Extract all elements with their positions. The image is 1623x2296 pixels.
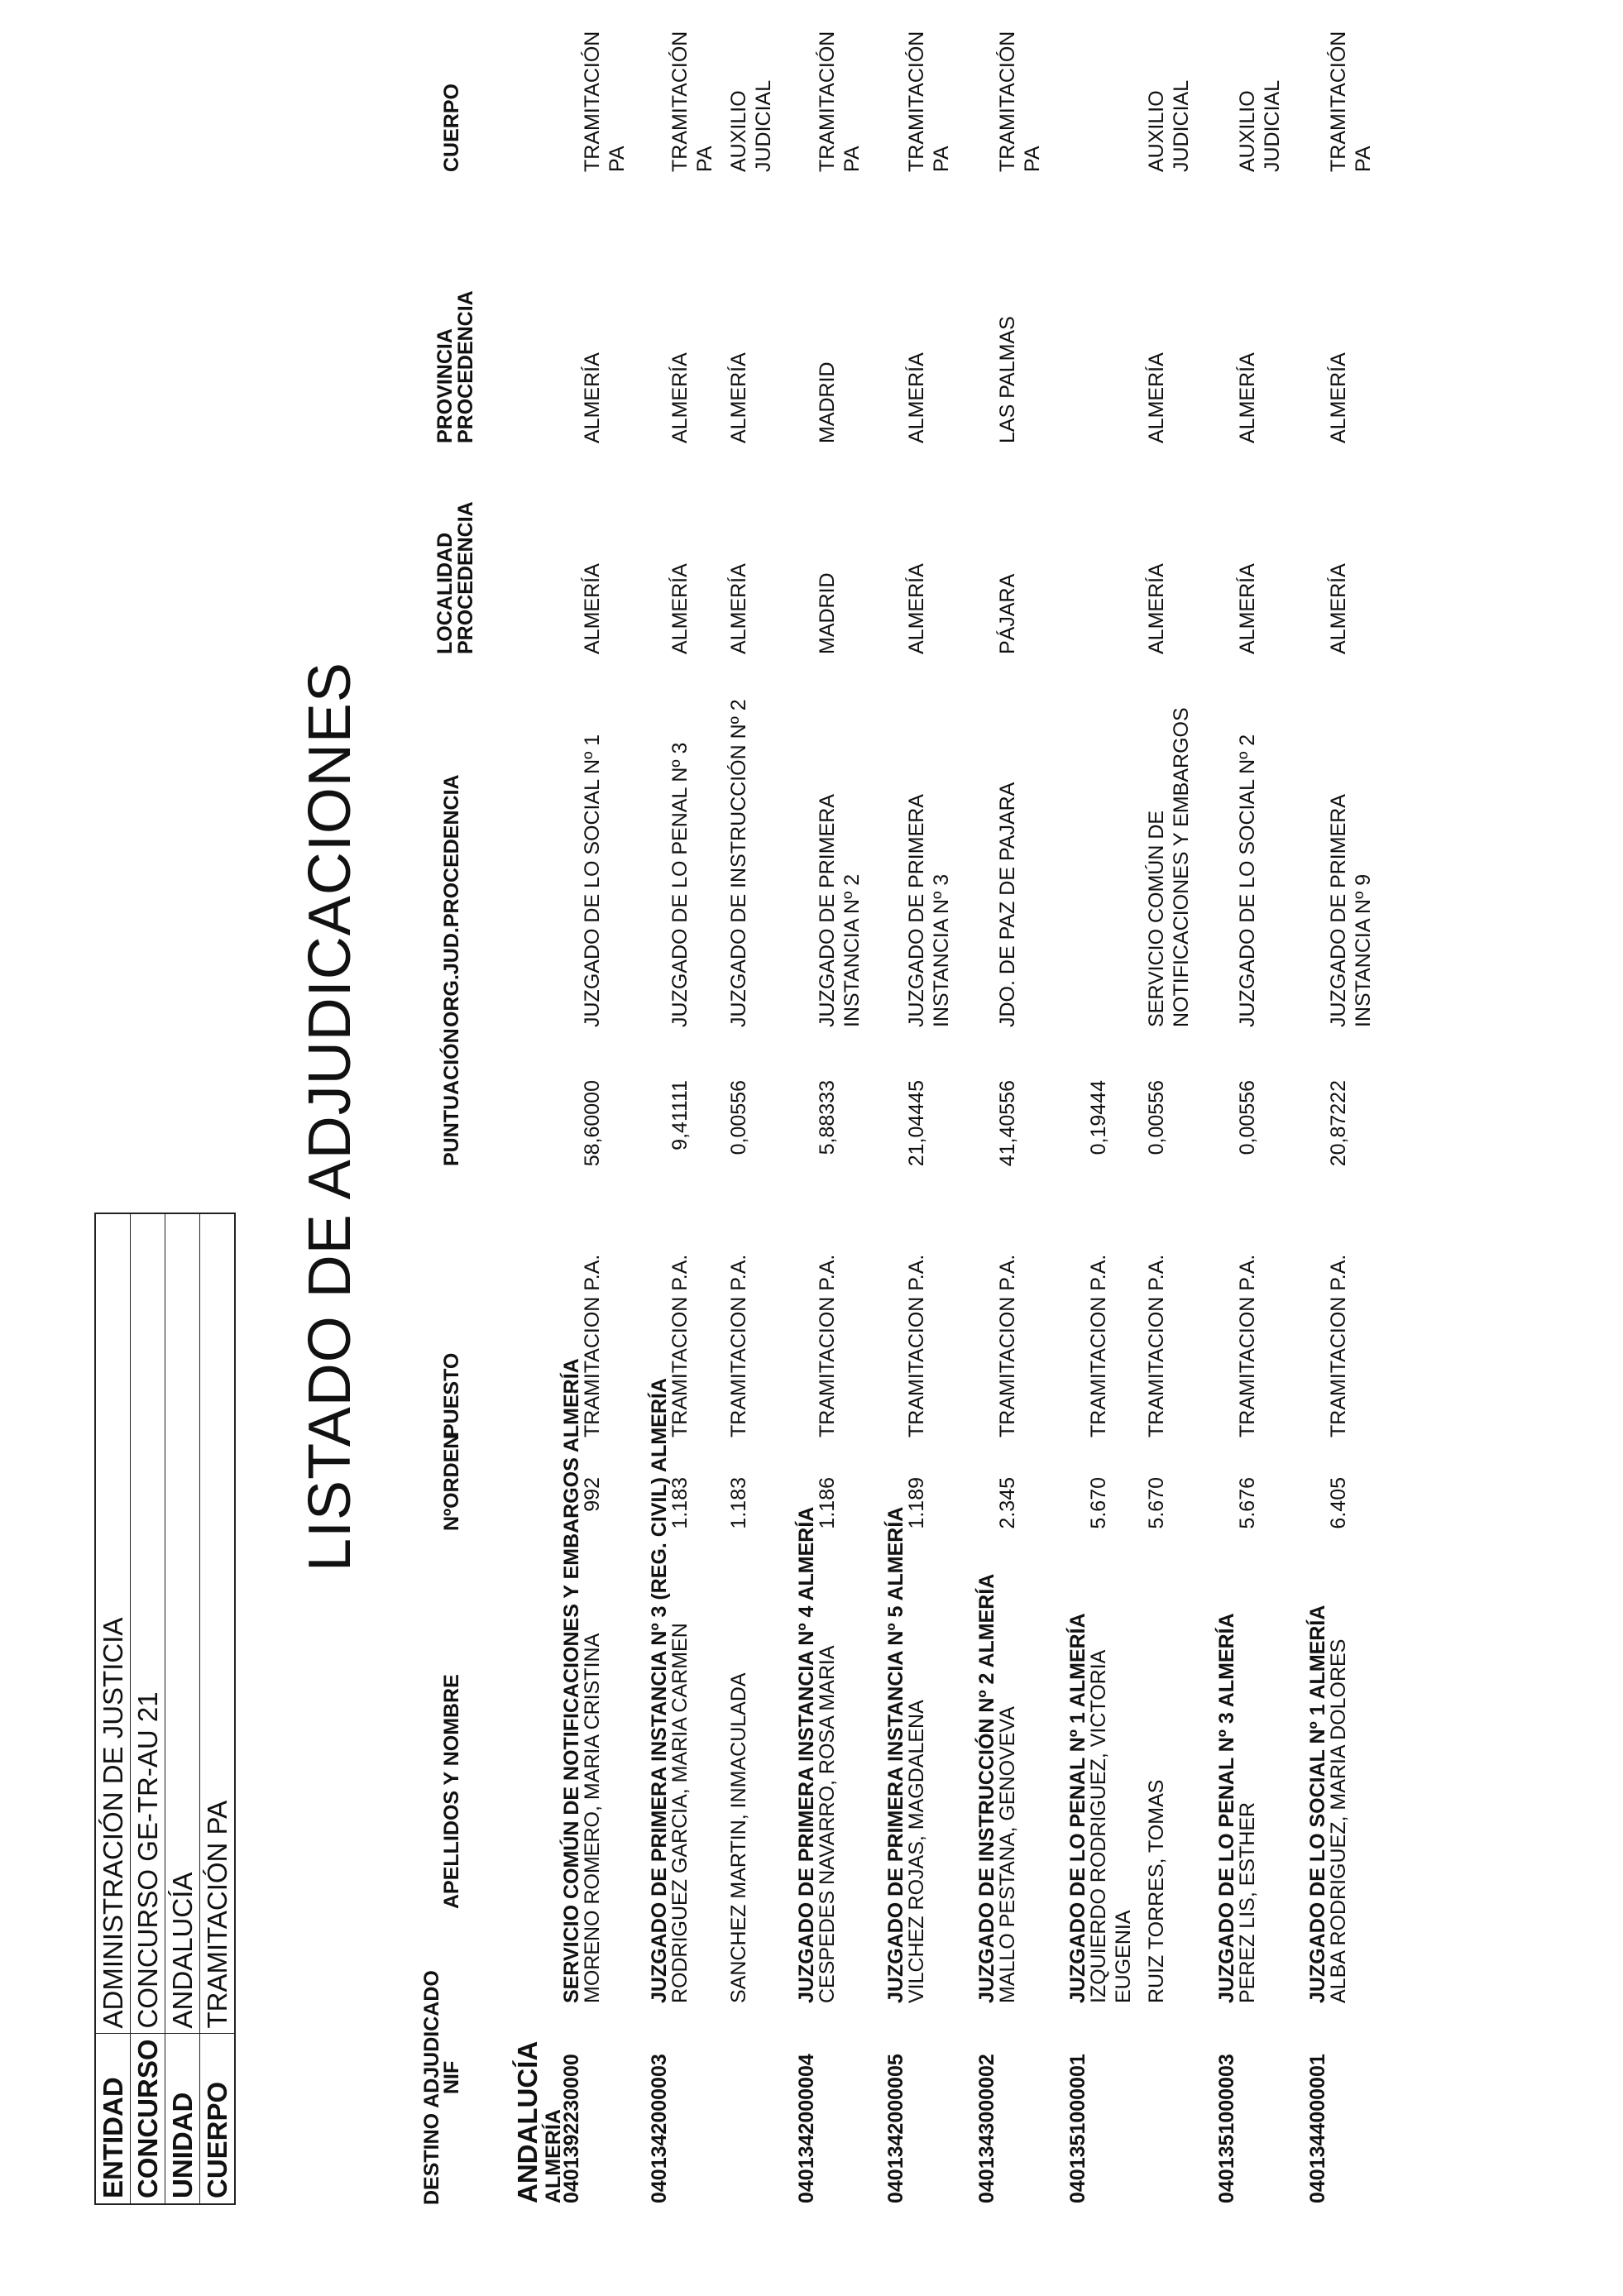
row-destino: JUZGADO DE PRIMERA INSTANCIA Nº 5 ALMERÍA bbox=[884, 1506, 907, 2003]
info-key: CUERPO bbox=[200, 2034, 236, 2204]
row-org: JUZGADO DE LO SOCIAL Nº 1 bbox=[581, 734, 604, 1027]
row-cuerpo: TRAMITACIÓN PA bbox=[1327, 31, 1375, 172]
header-puntuacion: PUNTUACIÓN bbox=[440, 1028, 463, 1166]
row-nombre: RUIZ TORRES, TOMAS bbox=[1145, 1779, 1168, 2003]
row-orden: 1.186 bbox=[816, 1477, 839, 1529]
province-heading: ALMERÍA bbox=[542, 2109, 565, 2203]
row-puntuacion: 20,87222 bbox=[1327, 1080, 1350, 1167]
header-org: ORG.JUD.PROCEDENCIA bbox=[440, 774, 463, 1027]
info-key: CONCURSO bbox=[131, 2034, 165, 2204]
row-nombre: IZQUIERDO RODRIGUEZ, VICTORIA EUGENIA bbox=[1087, 1651, 1135, 2003]
row-org: SERVICIO COMÚN DE NOTIFICACIONES Y EMBARGOS bbox=[1145, 707, 1193, 1027]
row-puesto: TRAMITACION P.A. bbox=[816, 1254, 839, 1437]
row-destino: JUZGADO DE LO PENAL Nº 1 ALMERÍA bbox=[1066, 1613, 1089, 2003]
row-puesto: TRAMITACION P.A. bbox=[1087, 1254, 1110, 1437]
header-localidad-2: PROCEDENCIA bbox=[454, 501, 477, 654]
info-key: ENTIDAD bbox=[95, 2034, 131, 2204]
header-destino: DESTINO ADJUDICADO bbox=[420, 1970, 443, 2205]
row-puntuacion: 41,40556 bbox=[996, 1080, 1019, 1167]
row-puntuacion: 21,04445 bbox=[905, 1080, 928, 1167]
row-cuerpo: TRAMITACIÓN PA bbox=[816, 31, 864, 172]
row-localidad: ALMERÍA bbox=[668, 563, 692, 654]
row-orden: 992 bbox=[581, 1477, 604, 1512]
header-puesto: PUESTO bbox=[440, 1352, 463, 1437]
row-cuerpo: AUXILIO JUDICIAL bbox=[1236, 79, 1284, 172]
row-org: JUZGADO DE LO PENAL Nº 3 bbox=[668, 742, 692, 1027]
row-orden: 2.345 bbox=[996, 1477, 1019, 1529]
row-destino: JUZGADO DE LO PENAL Nº 3 ALMERÍA bbox=[1215, 1613, 1238, 2003]
row-cuerpo: AUXILIO JUDICIAL bbox=[727, 79, 775, 172]
row-provincia: MADRID bbox=[816, 361, 839, 443]
page-title: LISTADO DE ADJUDICACIONES bbox=[297, 662, 363, 1571]
row-cuerpo: TRAMITACIÓN PA bbox=[668, 31, 716, 172]
row-cuerpo: TRAMITACIÓN PA bbox=[905, 31, 953, 172]
header-provincia: PROVINCIA bbox=[433, 328, 457, 443]
row-puesto: TRAMITACION P.A. bbox=[668, 1254, 692, 1437]
row-nombre: CESPEDES NAVARRO, ROSA MARIA bbox=[816, 1645, 839, 2003]
row-puntuacion: 9,41111 bbox=[668, 1080, 692, 1150]
row-code: 0401344000001 bbox=[1306, 2054, 1329, 2203]
row-code: 0401392230000 bbox=[560, 2054, 583, 2203]
row-org: JUZGADO DE PRIMERA INSTANCIA Nº 3 bbox=[905, 795, 953, 1027]
row-orden: 5.670 bbox=[1087, 1477, 1110, 1529]
row-puesto: TRAMITACION P.A. bbox=[1145, 1254, 1168, 1437]
row-puntuacion: 0,00556 bbox=[1236, 1080, 1259, 1155]
row-nombre: SANCHEZ MARTIN, INMACULADA bbox=[727, 1672, 750, 2003]
row-localidad: ALMERÍA bbox=[1327, 563, 1350, 654]
row-puntuacion: 5,88333 bbox=[816, 1080, 839, 1155]
row-puesto: TRAMITACION P.A. bbox=[996, 1254, 1019, 1437]
row-localidad: MADRID bbox=[816, 572, 839, 654]
row-puntuacion: 0,19444 bbox=[1087, 1080, 1110, 1155]
region-heading: ANDALUCÍA bbox=[512, 2040, 543, 2203]
row-provincia: LAS PALMAS bbox=[996, 316, 1019, 443]
row-org: JDO. DE PAZ DE PAJARA bbox=[996, 782, 1019, 1027]
header-provincia-2: PROCEDENCIA bbox=[454, 290, 477, 443]
row-localidad: ALMERÍA bbox=[581, 563, 604, 654]
row-orden: 1.183 bbox=[668, 1477, 692, 1529]
row-code: 0401343000002 bbox=[975, 2054, 998, 2203]
info-row bbox=[95, 1213, 131, 2204]
row-destino: JUZGADO DE PRIMERA INSTANCIA Nº 3 (REG. CIVIL) ALMERÍA bbox=[648, 1378, 671, 2003]
row-code: 0401342000004 bbox=[795, 2054, 818, 2203]
info-row bbox=[165, 1213, 200, 2204]
row-nombre: MALLO PESTANA, GENOVEVA bbox=[996, 1706, 1019, 2003]
row-org: JUZGADO DE PRIMERA INSTANCIA Nº 2 bbox=[816, 795, 864, 1027]
header-nombre: APELLIDOS Y NOMBRE bbox=[440, 1674, 463, 1909]
row-puesto: TRAMITACION P.A. bbox=[1327, 1254, 1350, 1437]
row-nombre: PEREZ LIS, ESTHER bbox=[1236, 1801, 1259, 2003]
row-puesto: TRAMITACION P.A. bbox=[727, 1254, 750, 1437]
row-org: JUZGADO DE LO SOCIAL Nº 2 bbox=[1236, 734, 1259, 1027]
row-code: 0401351000003 bbox=[1215, 2054, 1238, 2203]
row-provincia: ALMERÍA bbox=[1236, 352, 1259, 443]
row-puesto: TRAMITACION P.A. bbox=[581, 1254, 604, 1437]
info-row bbox=[131, 1213, 165, 2204]
row-orden: 5.676 bbox=[1236, 1477, 1259, 1529]
row-code: 0401351000001 bbox=[1066, 2054, 1089, 2203]
row-puntuacion: 0,00556 bbox=[1145, 1080, 1168, 1155]
row-provincia: ALMERÍA bbox=[727, 352, 750, 443]
row-nombre: RODRIGUEZ GARCIA, MARIA CARMEN bbox=[668, 1623, 692, 2003]
header-localidad: LOCALIDAD bbox=[433, 532, 457, 654]
row-org: JUZGADO DE INSTRUCCIÓN Nº 2 bbox=[727, 699, 750, 1027]
row-cuerpo: TRAMITACIÓN PA bbox=[996, 31, 1044, 172]
info-value: ADMINISTRACIÓN DE JUSTICIA bbox=[95, 1213, 131, 2034]
row-puesto: TRAMITACION P.A. bbox=[1236, 1254, 1259, 1437]
row-provincia: ALMERÍA bbox=[1145, 352, 1168, 443]
row-destino: JUZGADO DE INSTRUCCIÓN Nº 2 ALMERÍA bbox=[975, 1573, 998, 2003]
header-nif: NIF bbox=[440, 2060, 463, 2094]
info-row bbox=[200, 1213, 236, 2204]
header-cuerpo: CUERPO bbox=[440, 84, 463, 172]
row-destino: JUZGADO DE LO SOCIAL Nº 1 ALMERÍA bbox=[1306, 1605, 1329, 2003]
row-destino: SERVICIO COMÚN DE NOTIFICACIONES Y EMBARGOS ALMERÍA bbox=[560, 1358, 583, 2003]
row-localidad: ALMERÍA bbox=[1236, 563, 1259, 654]
row-puntuacion: 58,60000 bbox=[581, 1080, 604, 1167]
row-destino: JUZGADO DE PRIMERA INSTANCIA Nº 4 ALMERÍA bbox=[795, 1506, 818, 2003]
info-value: CONCURSO GE-TR-AU 21 bbox=[131, 1213, 165, 2034]
row-puesto: TRAMITACION P.A. bbox=[905, 1254, 928, 1437]
row-orden: 1.189 bbox=[905, 1477, 928, 1529]
row-provincia: ALMERÍA bbox=[668, 352, 692, 443]
row-localidad: ALMERÍA bbox=[727, 563, 750, 654]
row-provincia: ALMERÍA bbox=[581, 352, 604, 443]
info-box bbox=[94, 1213, 236, 2205]
row-orden: 1.183 bbox=[727, 1477, 750, 1529]
info-key: UNIDAD bbox=[165, 2034, 200, 2204]
info-value: ANDALUCÍA bbox=[165, 1213, 200, 2034]
row-org: JUZGADO DE PRIMERA INSTANCIA Nº 9 bbox=[1327, 795, 1375, 1027]
row-localidad: ALMERÍA bbox=[905, 563, 928, 654]
row-cuerpo: TRAMITACIÓN PA bbox=[581, 31, 629, 172]
row-provincia: ALMERÍA bbox=[905, 352, 928, 443]
row-nombre: VILCHEZ ROJAS, MAGDALENA bbox=[905, 1700, 928, 2003]
row-nombre: ALBA RODRIGUEZ, MARIA DOLORES bbox=[1327, 1638, 1350, 2003]
row-nombre: MORENO ROMERO, MARIA CRISTINA bbox=[581, 1633, 604, 2003]
row-orden: 5.670 bbox=[1145, 1477, 1168, 1529]
row-localidad: PÁJARA bbox=[996, 573, 1019, 654]
row-localidad: ALMERÍA bbox=[1145, 563, 1168, 654]
info-value: TRAMITACIÓN PA bbox=[200, 1213, 236, 2034]
row-provincia: ALMERÍA bbox=[1327, 352, 1350, 443]
row-cuerpo: AUXILIO JUDICIAL bbox=[1145, 79, 1193, 172]
row-puntuacion: 0,00556 bbox=[727, 1080, 750, 1155]
row-orden: 6.405 bbox=[1327, 1477, 1350, 1529]
row-code: 0401342000003 bbox=[648, 2054, 671, 2203]
row-code: 0401342000005 bbox=[884, 2054, 907, 2203]
header-orden: NºORDEN bbox=[440, 1433, 463, 1531]
